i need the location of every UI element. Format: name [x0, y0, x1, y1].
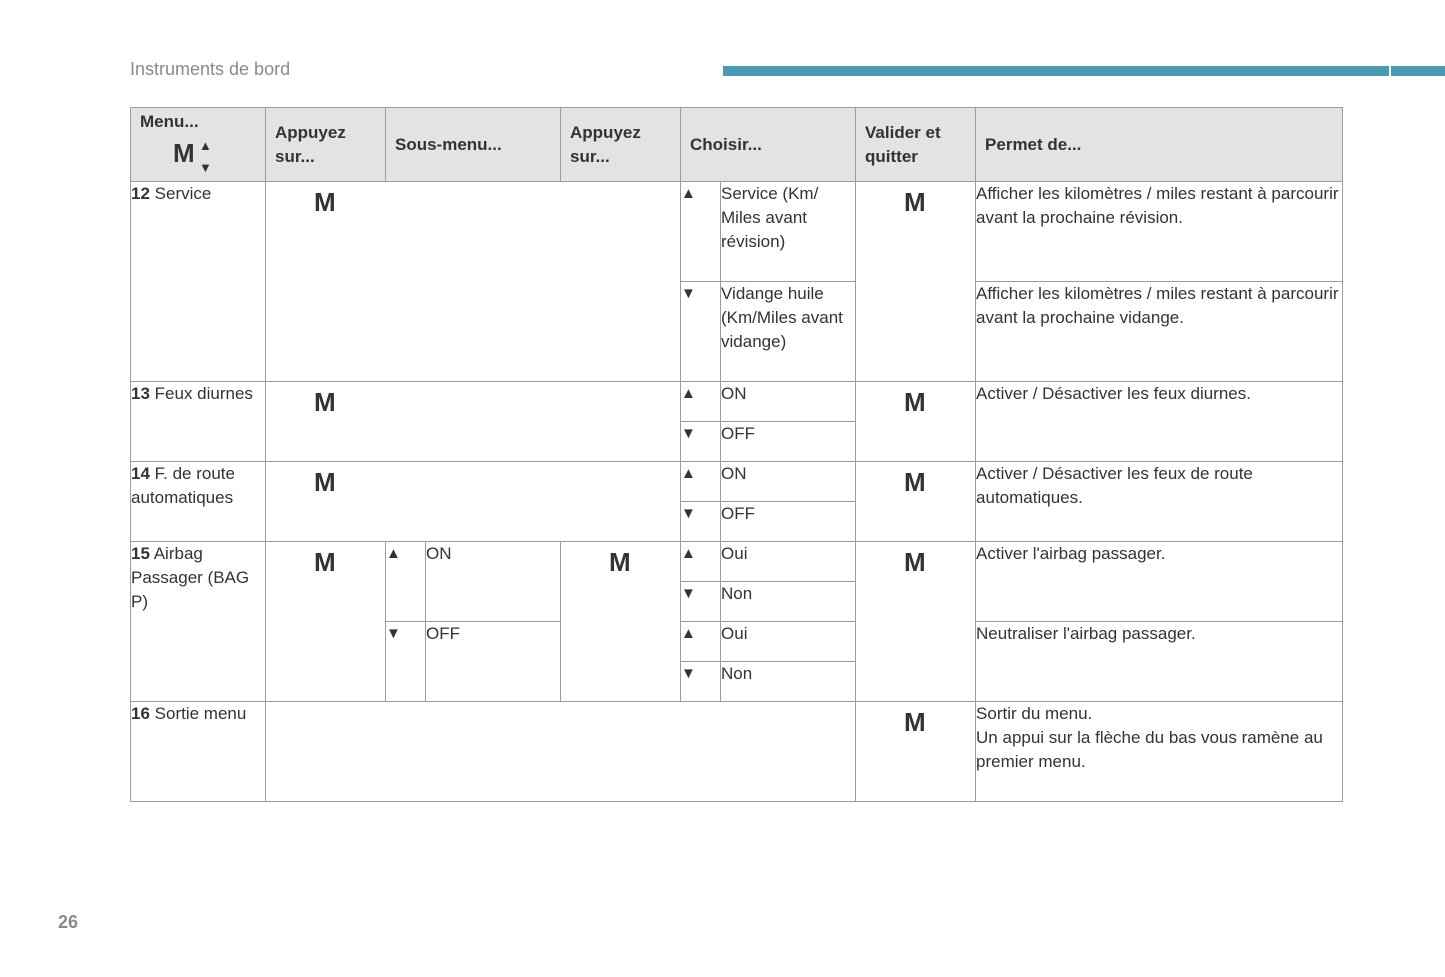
- menu-name: Sortie menu: [154, 704, 247, 723]
- choice-label: ON: [721, 382, 856, 422]
- validate-key-cell: [856, 182, 976, 382]
- choice-label: Vidange huile (Km/Miles avant vidange): [721, 282, 856, 382]
- m-key-icon: M: [314, 387, 336, 417]
- down-arrow-icon: ▼: [386, 622, 426, 702]
- down-arrow-icon: ▼: [681, 282, 721, 382]
- menu-number: 16: [131, 704, 150, 723]
- up-arrow-icon: ▲: [681, 542, 721, 582]
- choice-label: Non: [721, 662, 856, 702]
- header-press-1: Appuyez sur...: [266, 108, 386, 182]
- description: Afficher les kilomètres / miles restant à parcourir avant la prochaine révision.: [976, 182, 1343, 282]
- choice-label: Service (Km/ Miles avant révision): [721, 182, 856, 282]
- choice-label: ON: [721, 462, 856, 502]
- choice-label: OFF: [721, 422, 856, 462]
- press-key-cell: [266, 382, 681, 462]
- description-line: Un appui sur la flèche du bas vous ramène au premier menu.: [976, 728, 1323, 771]
- validate-key-cell: [856, 702, 976, 802]
- menu-number: 14: [131, 464, 150, 483]
- up-arrow-icon: ▲: [681, 382, 721, 422]
- down-arrow-icon: ▼: [681, 582, 721, 622]
- press-key-cell: [266, 542, 386, 702]
- choice-label: Oui: [721, 622, 856, 662]
- section-title: Instruments de bord: [130, 59, 291, 79]
- choice-label: Non: [721, 582, 856, 622]
- table-row: [131, 182, 1343, 282]
- m-key-icon: M: [904, 387, 926, 417]
- down-arrow-icon: ▼: [199, 160, 212, 175]
- description: [976, 702, 1343, 802]
- validate-key-cell: [856, 462, 976, 542]
- menu-item-16: [131, 702, 266, 802]
- up-arrow-icon: ▲: [681, 182, 721, 282]
- header-menu-label: Menu...: [140, 112, 199, 131]
- press-key-cell-2: [561, 542, 681, 702]
- press-key-cell: [266, 462, 681, 542]
- header-allows: Permet de...: [976, 108, 1343, 182]
- press-key-cell: [266, 182, 681, 382]
- m-key-icon: M: [904, 467, 926, 497]
- menu-item-15: [131, 542, 266, 702]
- page-number: 26: [58, 912, 79, 932]
- menu-name: Airbag Passager (BAG P): [131, 544, 250, 611]
- menu-name: Feux diurnes: [154, 384, 253, 403]
- m-key-icon: M: [904, 707, 926, 737]
- table-row: [131, 702, 1343, 802]
- description: Activer / Désactiver les feux de route automatiques.: [976, 462, 1343, 542]
- choice-label: OFF: [721, 502, 856, 542]
- down-arrow-icon: ▼: [681, 662, 721, 702]
- submenu-label: OFF: [426, 622, 561, 702]
- description: Activer / Désactiver les feux diurnes.: [976, 382, 1343, 462]
- down-arrow-icon: ▼: [681, 502, 721, 542]
- header-press-2: Appuyez sur...: [561, 108, 681, 182]
- header-choose: Choisir...: [681, 108, 856, 182]
- description: Neutraliser l'airbag passager.: [976, 622, 1343, 702]
- m-key-icon: M: [314, 467, 336, 497]
- description-line: Sortir du menu.: [976, 704, 1093, 723]
- menu-table: [130, 107, 1343, 802]
- table-row: [131, 462, 1343, 502]
- header-bar-divider: [1389, 66, 1391, 76]
- menu-number: 12: [131, 184, 150, 203]
- m-key-icon: M: [173, 138, 195, 168]
- choice-label: Oui: [721, 542, 856, 582]
- validate-key-cell: [856, 542, 976, 702]
- table-row: [131, 542, 1343, 582]
- table-header-row: [131, 108, 1343, 182]
- description: Activer l'airbag passager.: [976, 542, 1343, 622]
- up-arrow-icon: ▲: [681, 462, 721, 502]
- header-menu: [131, 108, 266, 182]
- menu-name: F. de route automatiques: [131, 464, 235, 507]
- menu-number: 15: [131, 544, 150, 563]
- menu-item-12: [131, 182, 266, 382]
- table-row: [131, 382, 1343, 422]
- header-accent-bar: [723, 66, 1445, 76]
- m-key-icon: M: [314, 187, 336, 217]
- m-key-icon: M: [904, 187, 926, 217]
- m-key-icon: M: [904, 547, 926, 577]
- header-validate: Valider et quitter: [856, 108, 976, 182]
- menu-item-13: [131, 382, 266, 462]
- description: Afficher les kilomètres / miles restant à parcourir avant la prochaine vidange.: [976, 282, 1343, 382]
- up-arrow-icon: ▲: [199, 138, 212, 153]
- menu-item-14: [131, 462, 266, 542]
- validate-key-cell: [856, 382, 976, 462]
- submenu-label: ON: [426, 542, 561, 622]
- m-key-icon: M: [609, 547, 631, 577]
- up-arrow-icon: ▲: [386, 542, 426, 622]
- empty-cell: [266, 702, 856, 802]
- menu-name: Service: [154, 184, 212, 203]
- header-submenu: Sous-menu...: [386, 108, 561, 182]
- m-key-icon: M: [314, 547, 336, 577]
- menu-number: 13: [131, 384, 150, 403]
- down-arrow-icon: ▼: [681, 422, 721, 462]
- up-arrow-icon: ▲: [681, 622, 721, 662]
